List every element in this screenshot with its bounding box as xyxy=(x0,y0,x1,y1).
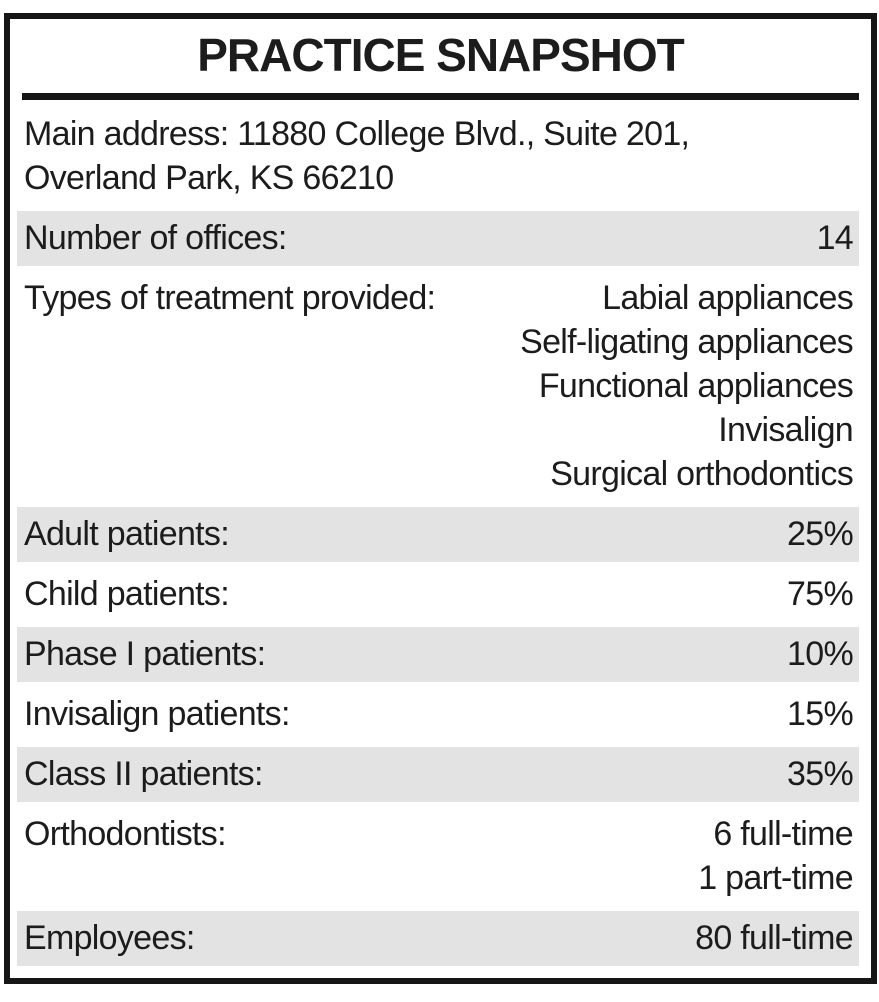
table-row xyxy=(17,271,859,502)
row-value: Labial appliances xyxy=(602,278,853,317)
row-value: 14 xyxy=(816,218,853,257)
row-values xyxy=(246,812,853,900)
table-row xyxy=(17,687,859,742)
row-label: Invisalign patients: xyxy=(24,694,290,733)
row-label: Orthodontists: xyxy=(24,814,226,853)
row-value: 75% xyxy=(787,574,853,613)
row-label: Employees: xyxy=(24,918,195,957)
row-value: 35% xyxy=(787,754,853,793)
row-label: Adult patients: xyxy=(24,514,229,553)
row-value: 15% xyxy=(787,694,853,733)
table-row xyxy=(17,627,859,682)
table-row xyxy=(17,747,859,802)
row-value: 1 part-time xyxy=(698,858,853,897)
row-label: Class II patients: xyxy=(24,754,263,793)
table-row xyxy=(17,507,859,562)
table-row xyxy=(17,807,859,906)
row-values xyxy=(455,276,853,496)
row-values xyxy=(249,572,853,616)
row-value: 25% xyxy=(787,514,853,553)
title-divider xyxy=(22,93,859,100)
row-value: Invisalign xyxy=(718,410,853,449)
row-value: 80 full-time xyxy=(695,918,853,957)
row-values xyxy=(307,216,853,260)
address-line: Overland Park, KS 66210 xyxy=(24,158,394,197)
row-values xyxy=(283,752,853,796)
address-row xyxy=(17,107,859,206)
table-row xyxy=(17,567,859,622)
row-value: Surgical orthodontics xyxy=(550,454,853,493)
table-row xyxy=(17,211,859,266)
row-label: Types of treatment provided: xyxy=(24,278,436,317)
snapshot-title: PRACTICE SNAPSHOT xyxy=(197,29,684,81)
row-value: 10% xyxy=(787,634,853,673)
row-label: Number of offices: xyxy=(24,218,287,257)
row-values xyxy=(249,512,853,556)
row-label: Phase I patients: xyxy=(24,634,266,673)
table-row xyxy=(17,911,859,966)
row-values xyxy=(310,692,853,736)
row-value: Functional appliances xyxy=(538,366,853,405)
address-line: Main address: 11880 College Blvd., Suite 201, xyxy=(24,114,690,153)
row-values xyxy=(215,916,853,960)
row-label: Child patients: xyxy=(24,574,229,613)
row-value: 6 full-time xyxy=(713,814,853,853)
practice-snapshot-box xyxy=(4,13,877,984)
row-values xyxy=(24,112,859,200)
row-values xyxy=(285,632,853,676)
row-value: Self-ligating appliances xyxy=(520,322,853,361)
snapshot-rows xyxy=(10,100,871,978)
